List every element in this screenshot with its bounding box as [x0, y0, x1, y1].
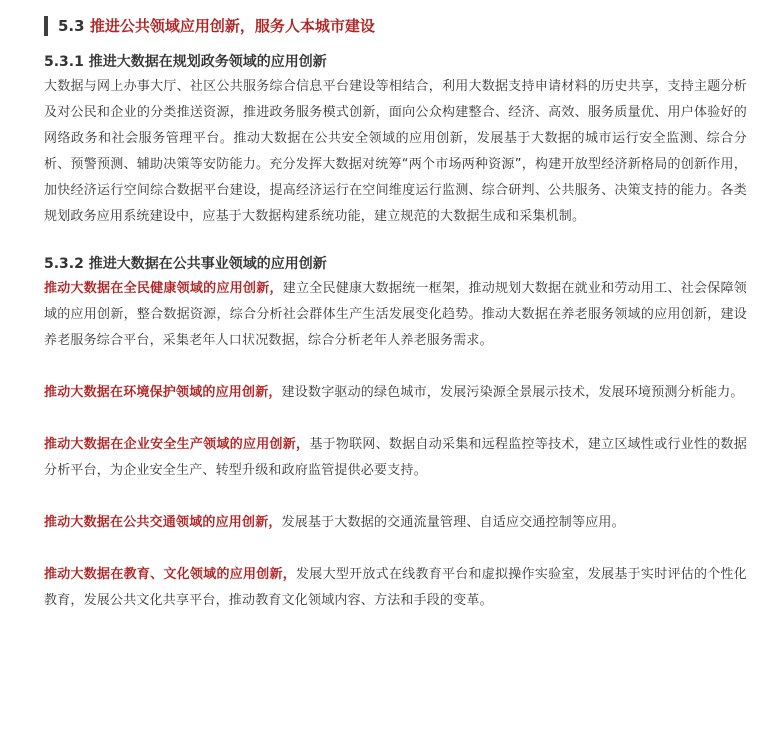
paragraph-text: 建立全民健康大数据统一框架，推动规划大数据在就业和劳动用工、社会保障领域的应用创新，整合数据资源，综合分析社会群体生产生活发展变化趋势。推动大数据在养老服务领域的应用创新，建设养老服务综合平台，采集老年人口状况数据，综合分析老年人养老服务需求。: [44, 281, 747, 348]
paragraph-text: 发展大型开放式在线教育平台和虚拟操作实验室，发展基于实时评估的个性化教育，发展公共文化共享平台，推动教育文化领域内容、方法和手段的变革。: [44, 567, 747, 608]
subsection-heading-1: 5.3.1 推进大数据在规划政务领域的应用创新: [44, 54, 327, 70]
paragraph-lead: 推动大数据在全民健康领域的应用创新，: [44, 281, 283, 296]
paragraph-transport: [44, 510, 747, 536]
subsection-heading-2: 5.3.2 推进大数据在公共事业领域的应用创新: [44, 256, 327, 272]
paragraph-text: 建设数字驱动的绿色城市，发展污染源全景展示技术，发展环境预测分析能力。: [281, 385, 744, 400]
subsection-body-1: 大数据与网上办事大厅、社区公共服务综合信息平台建设等相结合，利用大数据支持申请材料的历史共享，支持主题分析及对公民和企业的分类推送资源，推进政务服务模式创新，面向公众构建整合、经济、高效、服务质量优、用户体验好的网络政务和社会服务管理平台。推动大数据在公共安全领域的应用创新，发展基于大数据的城市运行安全监测、综合分析、预警预测、辅助决策等安防能力。充分发挥大数据对统筹“两个市场两种资源”，构建开放型经济新格局的创新作用，加快经济运行空间综合数据平台建设，提高经济运行在空间维度运行监测、综合研判、公共服务、决策支持的能力。各类规划政务应用系统建设中，应基于大数据构建系统功能，建立规范的大数据生成和采集机制。: [44, 79, 747, 224]
paragraph-health: [44, 276, 747, 354]
section-heading: [44, 14, 747, 38]
paragraph-lead: 推动大数据在教育、文化领域的应用创新，: [44, 567, 297, 582]
paragraph-lead: 推动大数据在公共交通领域的应用创新，: [44, 515, 282, 530]
section-number: 5.3: [58, 17, 85, 35]
section-title: 推进公共领域应用创新，服务人本城市建设: [89, 17, 375, 35]
paragraph-safety: [44, 432, 747, 484]
paragraph-education: [44, 562, 747, 614]
paragraph-text: 发展基于大数据的交通流量管理、自适应交通控制等应用。: [281, 515, 625, 530]
section-marker-bar: [44, 16, 48, 36]
paragraph-lead: 推动大数据在环境保护领域的应用创新，: [44, 385, 282, 400]
paragraph-text: 基于物联网、数据自动采集和远程监控等技术，建立区域性或行业性的数据分析平台，为企业安全生产、转型升级和政府监管提供必要支持。: [44, 437, 747, 478]
paragraph-lead: 推动大数据在企业安全生产领域的应用创新，: [44, 437, 310, 452]
paragraph-environment: [44, 380, 747, 406]
